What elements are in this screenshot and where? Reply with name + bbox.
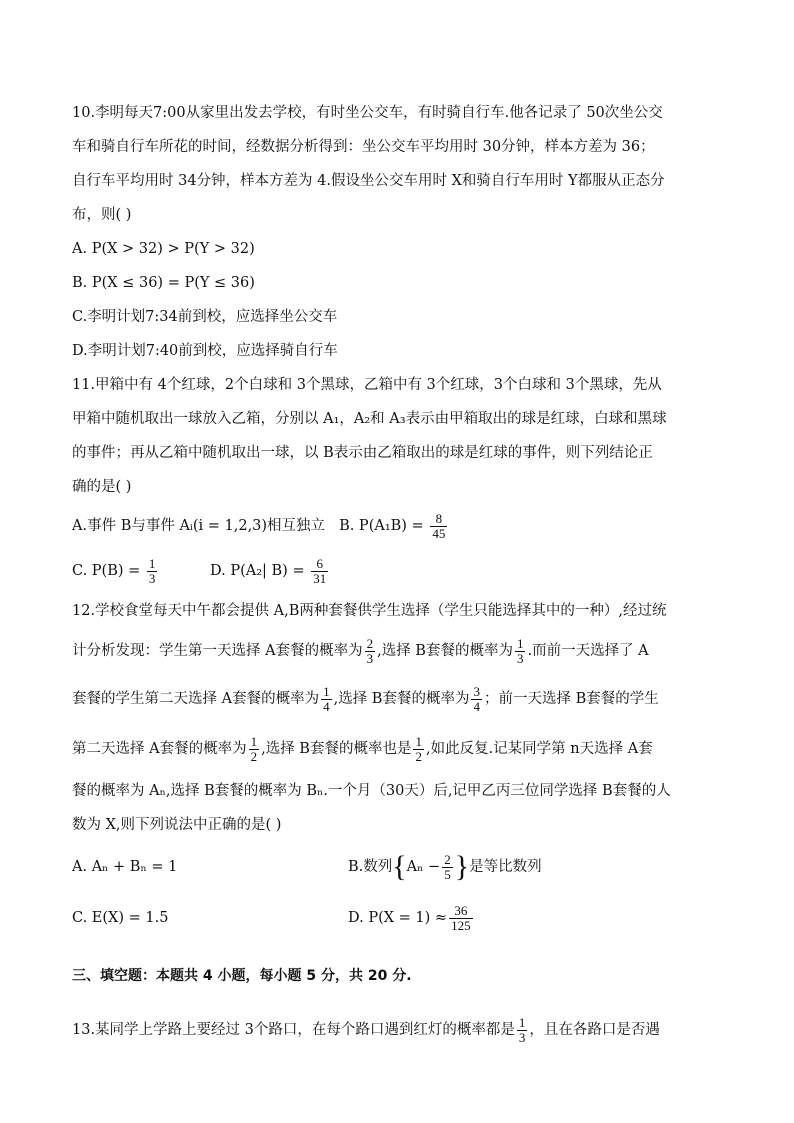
fraction-denominator: 125 xyxy=(451,917,471,933)
question-12-options-cd xyxy=(72,892,724,944)
fraction-denominator: 3 xyxy=(148,570,156,586)
question-12-line-2-text-c: .而前一天选择了 A xyxy=(527,643,649,659)
fraction-denominator: 2 xyxy=(250,748,258,764)
question-11-option-b-fraction xyxy=(430,512,447,541)
question-11-option-d xyxy=(210,554,330,588)
question-12-option-b-suffix: 是等比数列 xyxy=(469,859,542,875)
question-12-option-b xyxy=(348,850,542,884)
question-11 xyxy=(72,368,724,594)
fraction-denominator: 4 xyxy=(473,698,480,714)
question-10-option-d: D.李明计划7:40前到校，应选择骑自行车 xyxy=(72,343,338,359)
fraction-numerator: 36 xyxy=(449,904,473,919)
question-12-line-4-text-b: ,选择 B套餐的概率也是 xyxy=(261,741,412,757)
question-13-fraction xyxy=(517,1016,528,1045)
question-12-fraction xyxy=(321,685,332,714)
question-10-option-a: A. P(X > 32) > P(Y > 32) xyxy=(72,241,255,257)
question-10-option-c: C.李明计划7:34前到校，应选择坐公交车 xyxy=(72,309,338,325)
fraction-numerator: 1 xyxy=(250,733,258,749)
fraction-denominator: 3 xyxy=(518,1029,526,1045)
question-12-fraction xyxy=(471,685,482,714)
question-10-option-b: B. P(X ≤ 36) = P(Y ≤ 36) xyxy=(72,275,255,291)
question-12-option-b-expr: Aₙ − xyxy=(406,859,441,875)
question-11-line-4: 确的是( ) xyxy=(72,479,132,495)
question-12-fraction xyxy=(365,637,376,666)
question-11-line-2: 甲箱中随机取出一球放入乙箱，分别以 A₁，A₂和 A₃表示由甲箱取出的球是红球，白球和黑球 xyxy=(72,411,667,427)
fraction-numerator: 3 xyxy=(473,683,480,699)
question-11-option-d-fraction xyxy=(311,557,328,586)
question-11-option-c xyxy=(72,554,210,588)
question-12-options-ab xyxy=(72,842,724,892)
fraction-denominator: 2 xyxy=(415,748,422,764)
question-12-option-d xyxy=(348,901,475,935)
question-12-line-3-text-c: ；前一天选择 B套餐的学生 xyxy=(483,691,659,707)
question-10 xyxy=(72,96,724,368)
question-11-option-b-expr: B. P(A₁B) = xyxy=(339,518,424,534)
fraction-numerator: 1 xyxy=(323,683,330,699)
fraction-denominator: 3 xyxy=(366,650,374,666)
fraction-numerator: 2 xyxy=(366,635,374,651)
question-12-fraction xyxy=(249,735,260,764)
question-11-option-c-fraction xyxy=(147,557,158,586)
fraction-denominator: 31 xyxy=(313,570,327,586)
question-13-text-b: ，且在各路口是否遇 xyxy=(529,1022,660,1038)
question-10-line-4: 布，则( ) xyxy=(72,207,132,223)
exam-page xyxy=(72,96,724,1052)
question-12-line-1: 12.学校食堂每天中午都会提供 A,B两种套餐供学生选择（学生只能选择其中的一种）,经过统 xyxy=(72,603,667,619)
fraction-denominator: 4 xyxy=(323,698,330,714)
question-12-line-2 xyxy=(72,628,724,674)
question-13 xyxy=(72,1008,724,1052)
question-11-option-a: A.事件 B与事件 Aᵢ(i = 1,2,3)相互独立 xyxy=(72,518,326,534)
question-12-option-b-fraction xyxy=(442,853,453,882)
question-12-line-3-text-a: 套餐的学生第二天选择 A套餐的概率为 xyxy=(72,691,320,707)
question-11-option-b xyxy=(339,509,449,543)
question-12-line-6: 数为 X,则下列说法中正确的是( ) xyxy=(72,817,282,833)
question-12-option-a: A. Aₙ + Bₙ = 1 xyxy=(72,859,178,875)
question-12-line-3 xyxy=(72,674,724,724)
question-12-fraction xyxy=(515,637,526,666)
fraction-numerator: 1 xyxy=(415,733,422,749)
question-12-line-5: 餐的概率为 Aₙ,选择 B套餐的概率为 Bₙ.一个月（30天）后,记甲乙丙三位同学选择 B套餐的人 xyxy=(72,783,671,799)
fraction-denominator: 45 xyxy=(432,525,446,541)
left-brace-icon: { xyxy=(392,850,407,883)
question-11-option-c-expr: C. P(B) = xyxy=(72,563,141,579)
fraction-numerator: 1 xyxy=(518,1014,526,1030)
question-12-line-2-text-b: ,选择 B套餐的概率为 xyxy=(377,643,513,659)
question-12-option-c: C. E(X) = 1.5 xyxy=(72,910,169,926)
question-10-line-1: 10.李明每天7:00从家里出发去学校，有时坐公交车，有时骑自行车.他各记录了 50次坐公交 xyxy=(72,105,663,121)
question-12-option-d-fraction xyxy=(449,904,473,933)
fraction-numerator: 1 xyxy=(148,555,156,571)
question-12 xyxy=(72,594,724,944)
question-12-option-b-label: B.数列 xyxy=(348,859,393,875)
section-3-heading: 三、填空题：本题共 4 小题，每小题 5 分，共 20 分. xyxy=(72,968,412,984)
fraction-numerator: 2 xyxy=(444,851,451,867)
question-11-options-ab xyxy=(72,504,724,548)
question-13-text-a: 13.某同学上学路上要经过 3个路口，在每个路口遇到红灯的概率都是 xyxy=(72,1022,515,1038)
question-11-options-cd xyxy=(72,548,724,594)
question-11-option-d-expr: D. P(A₂| B) = xyxy=(210,563,305,579)
question-11-line-1: 11.甲箱中有 4个红球，2个白球和 3个黑球，乙箱中有 3个红球，3个白球和 3个黑球，先从 xyxy=(72,377,662,393)
question-10-line-3: 自行车平均用时 34分钟，样本方差为 4.假设坐公交车用时 X和骑自行车用时 Y都服从正态分 xyxy=(72,173,665,189)
question-12-line-3-text-b: ,选择 B套餐的概率为 xyxy=(333,691,470,707)
fraction-numerator: 6 xyxy=(311,557,328,572)
question-12-line-4-text-a: 第二天选择 A套餐的概率为 xyxy=(72,741,247,757)
question-12-fraction xyxy=(413,735,424,764)
question-12-option-d-expr: D. P(X = 1) ≈ xyxy=(348,910,448,926)
right-brace-icon: } xyxy=(454,850,470,883)
fraction-numerator: 1 xyxy=(516,635,524,651)
question-12-line-4-text-c: ,如此反复.记某同学第 n天选择 A套 xyxy=(425,741,653,757)
question-10-line-2: 车和骑自行车所花的时间，经数据分析得到：坐公交车平均用时 30分钟，样本方差为 36； xyxy=(72,139,655,155)
fraction-numerator: 8 xyxy=(430,512,447,527)
fraction-denominator: 5 xyxy=(444,866,451,882)
question-12-line-4 xyxy=(72,724,724,774)
question-11-line-3: 的事件；再从乙箱中随机取出一球，以 B表示由乙箱取出的球是红球的事件，则下列结论正 xyxy=(72,445,653,461)
fraction-denominator: 3 xyxy=(516,650,524,666)
question-12-line-2-text-a: 计分析发现：学生第一天选择 A套餐的概率为 xyxy=(72,643,363,659)
